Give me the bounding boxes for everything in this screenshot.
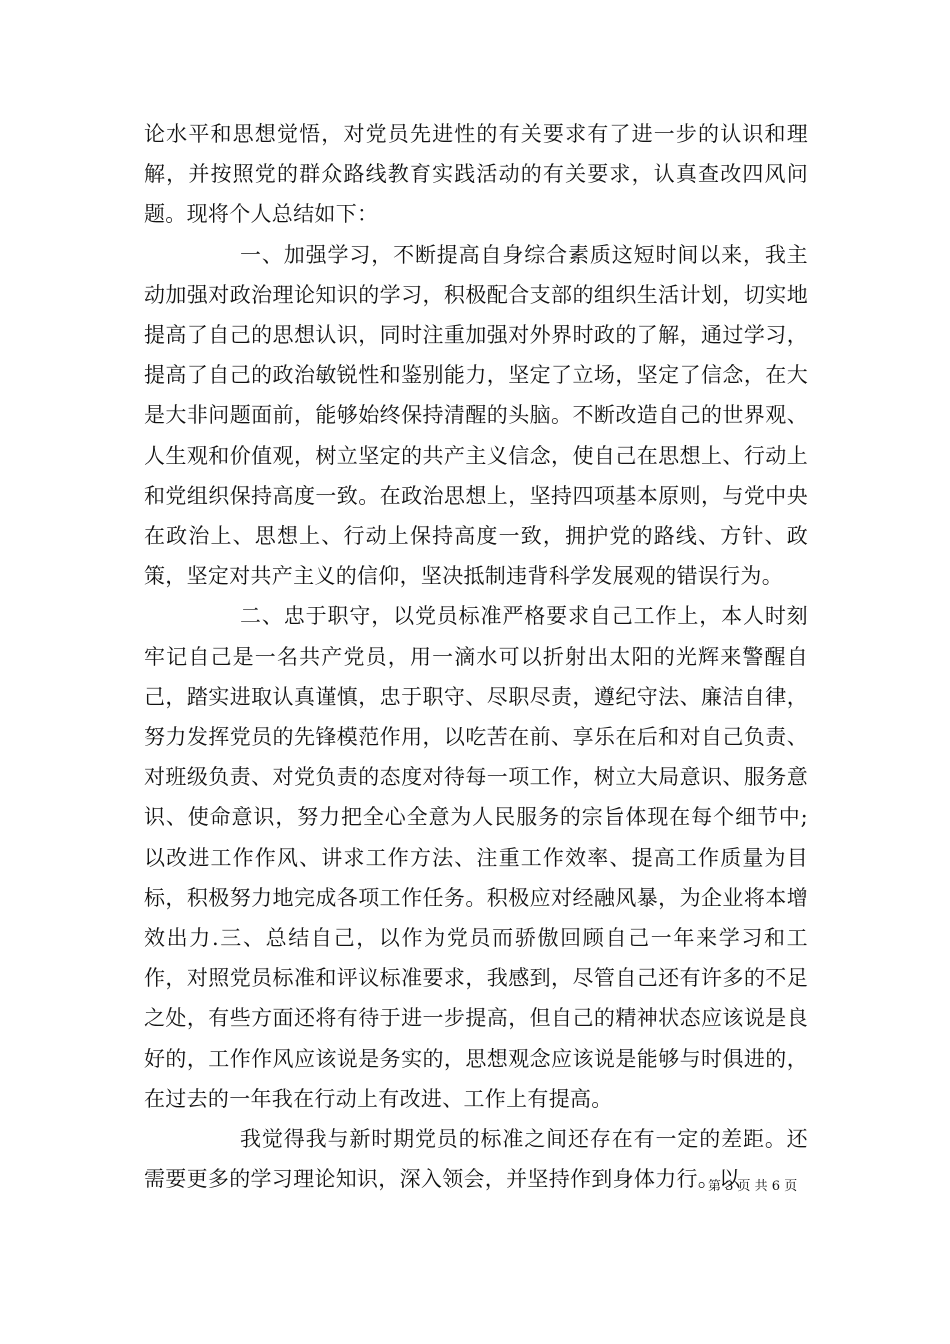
- page-number-footer: 第 3 页 共 6 页: [708, 1179, 798, 1194]
- paragraph-conclusion: 我觉得我与新时期党员的标准之间还存在有一定的差距。还需要更多的学习理论知识，深入领会，并坚持作到身体力行。以: [144, 1127, 808, 1192]
- paragraph-section-one: 一、加强学习，不断提高自身综合素质这短时间以来，我主动加强对政治理论知识的学习，积极配合支部的组织生活计划，切实地提高了自己的思想认识，同时注重加强对外界时政的了解，通过学习，提高了自己的政治敏锐性和鉴别能力，坚定了立场，坚定了信念，在大是大非问题面前，能够始终保持清醒的头脑。不断改造自己的世界观、人生观和价值观，树立坚定的共产主义信念，使自己在思想上、行动上和党组织保持高度一致。在政治思想上，坚持四项基本原则，与党中央在政治上、思想上、行动上保持高度一致，拥护党的路线、方针、政策，坚定对共产主义的信仰，坚决抵制违背科学发展观的错误行为。: [144, 242, 808, 589]
- paragraph-intro-continuation: 论水平和思想觉悟，对党员先进性的有关要求有了进一步的认识和理解，并按照党的群众路线教育实践活动的有关要求，认真查改四风问题。现将个人总结如下：: [144, 122, 808, 227]
- document-body: [144, 114, 808, 1199]
- paragraph-section-two: 二、忠于职守，以党员标准严格要求自己工作上，本人时刻牢记自己是一名共产党员，用一滴水可以折射出太阳的光辉来警醒自己，踏实进取认真谨慎，忠于职守、尽职尽责，遵纪守法、廉洁自律，努力发挥党员的先锋模范作用，以吃苦在前、享乐在后和对自己负责、对班级负责、对党负责的态度对待每一项工作，树立大局意识、服务意识、使命意识，努力把全心全意为人民服务的宗旨体现在每个细节中;以改进工作作风、讲求工作方法、注重工作效率、提高工作质量为目标，积极努力地完成各项工作任务。积极应对经融风暴，为企业将本增效出力.三、总结自己，以作为党员而骄傲回顾自己一年来学习和工作，对照党员标准和评议标准要求，我感到，尽管自己还有许多的不足之处，有些方面还将有待于进一步提高，但自己的精神状态应该说是良好的，工作作风应该说是务实的，思想观念应该说是能够与时俱进的，在过去的一年我在行动上有改进、工作上有提高。: [144, 604, 808, 1111]
